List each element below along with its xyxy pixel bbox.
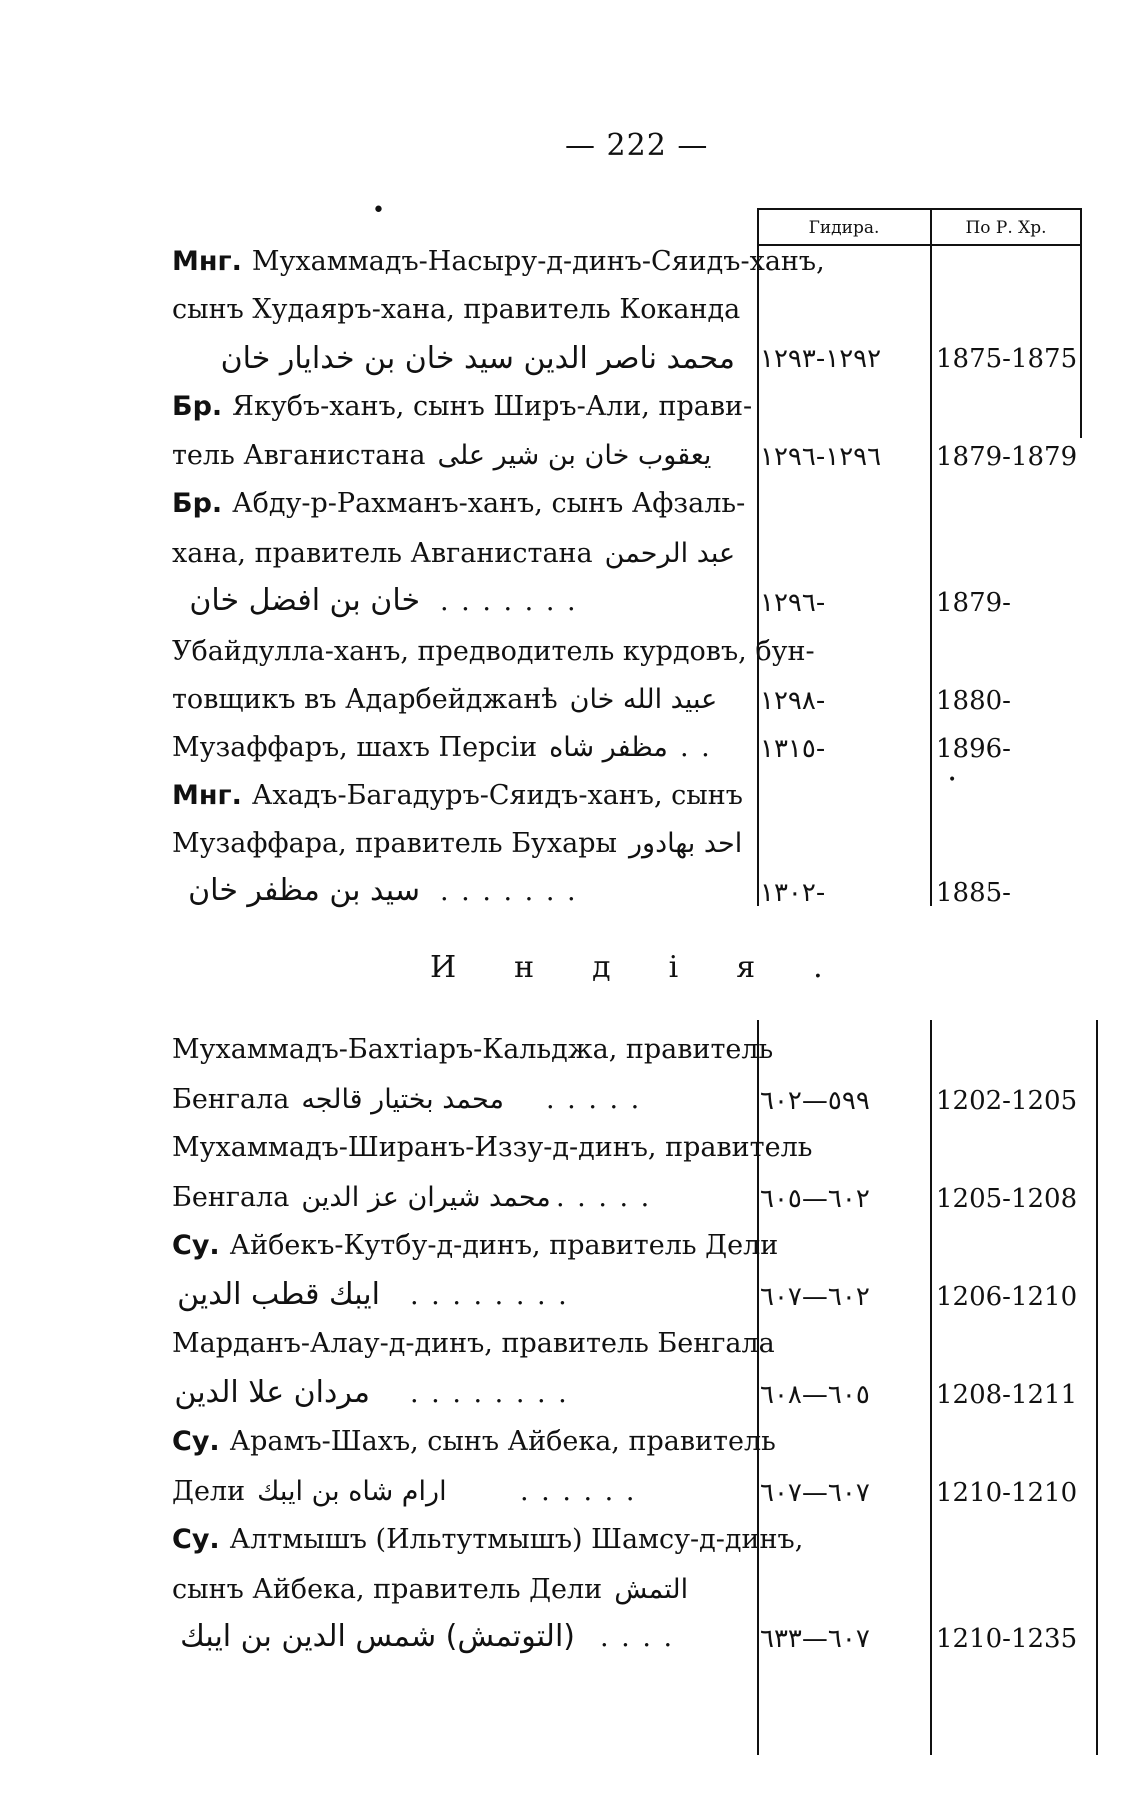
hijra-value: ١٢٩٢-١٢٩٣ (760, 344, 882, 374)
table-rule-mid-1 (930, 208, 932, 906)
entry-text: Дели (172, 1476, 246, 1507)
ce-value: 1896- (936, 734, 1011, 764)
hijra-value: ٦٠٧—٦٠٧ (760, 1478, 870, 1508)
table-rule-left-2 (757, 1020, 759, 1755)
entry-text: Мухаммадъ-Бахтіаръ-Кальджа, правитель (172, 1034, 774, 1065)
entry-line (172, 246, 825, 277)
entry-text: Мухаммадъ-Насыру-д-динъ-Сяидъ-ханъ, (251, 246, 825, 277)
entry-line (172, 1328, 775, 1359)
hijra-value: ٦٠٢—٦٠٧ (760, 1282, 870, 1312)
table-rule-right-2 (1096, 1020, 1098, 1755)
arabic-name: مظفر شاه (549, 732, 668, 763)
entry-text: Марданъ-Алау-д-динъ, правитель Бенгала (172, 1328, 775, 1359)
arabic-name: عبيد الله خان (569, 684, 718, 715)
entry-line (172, 1034, 774, 1065)
ce-value: 1875-1875 (936, 344, 1078, 374)
entry-line (172, 1086, 732, 1113)
arabic-name: خان بن افضل خان (189, 583, 420, 618)
print-mark-dot-2: • (948, 772, 957, 788)
entry-text: Алтмышъ (Ильтутмышъ) Шамсу-д-динъ, (229, 1524, 804, 1555)
print-mark-dot: • (372, 198, 385, 223)
ce-value: 1879-1879 (936, 442, 1078, 472)
arabic-name: محمد شيران عز الدين (301, 1182, 551, 1213)
entry-line (172, 636, 815, 667)
arabic-name: احد بهادور (629, 828, 743, 859)
entry-line (172, 1132, 813, 1163)
entry-line (172, 488, 746, 519)
arabic-name: مردان علا الدين (174, 1375, 370, 1410)
arabic-name: سيد بن مظفر خان (188, 873, 420, 908)
entry-text: Убайдулла-ханъ, предводитель курдовъ, бун- (172, 636, 815, 667)
entry-line (172, 686, 732, 713)
entry-prefix: Мнг. (172, 246, 242, 277)
entry-text: Бенгала (172, 1084, 290, 1115)
entry-text: Музаффара, правитель Бухары (172, 828, 618, 859)
hijra-value: ٦٠٢—٦٠٥ (760, 1184, 870, 1214)
leader-dots: . . . . . . . (440, 586, 578, 617)
section-title: Индія. (430, 950, 881, 985)
arabic-name: عبد الرحمن (604, 538, 736, 569)
entry-line (172, 1576, 732, 1603)
entry-text: Арамъ-Шахъ, сынъ Айбека, правитель (229, 1426, 776, 1457)
header-christian-era: По Р. Хр. (965, 218, 1047, 238)
arabic-name: محمد ناصر الدين سيد خان بن خدايار خان (220, 341, 735, 376)
hijra-value: ١٢٩٦- (760, 588, 826, 618)
leader-dots: . . . . . (556, 1182, 652, 1213)
leader-dots: . . (680, 732, 712, 763)
hijra-value: ٥٩٩—٦٠٢ (760, 1086, 870, 1116)
entry-line (172, 1230, 779, 1261)
table-rule-left-1 (757, 208, 759, 906)
ce-value: 1885- (936, 878, 1011, 908)
entry-line (172, 1478, 732, 1505)
entry-prefix: Су. (172, 1230, 220, 1261)
arabic-name: محمد بختيار قالجه (301, 1084, 504, 1115)
ce-value: 1879- (936, 588, 1011, 618)
table-rule-right-1 (1080, 208, 1082, 438)
entry-text: сынъ Худаяръ-хана, правитель Коканда (172, 294, 741, 325)
ce-value: 1205-1208 (936, 1184, 1078, 1214)
leader-dots: . . . . . (546, 1084, 642, 1115)
entry-prefix: Бр. (172, 391, 223, 422)
entry-line (172, 1426, 776, 1457)
entry-line (172, 1524, 804, 1555)
entry-line (172, 294, 741, 325)
arabic-name: (التوتمش) شمس الدين بن ايبك (180, 1619, 575, 1654)
entry-text: Абду-р-Рахманъ-ханъ, сынъ Афзаль- (232, 488, 746, 519)
leader-dots: . . . . (600, 1622, 675, 1653)
arabic-name: يعقوب خان بن شير على (437, 440, 712, 471)
entry-prefix: Мнг. (172, 780, 242, 811)
ce-value: 1880- (936, 686, 1011, 716)
leader-dots: . . . . . . . (440, 876, 578, 907)
arabic-name: ارام شاه بن ايبك (257, 1476, 447, 1507)
arabic-name: التمش (614, 1574, 689, 1605)
hijra-value: ٦٠٥—٦٠٨ (760, 1380, 870, 1410)
entry-text: Бенгала (172, 1182, 290, 1213)
entry-text: хана, правитель Авганистана (172, 538, 593, 569)
ce-value: 1202-1205 (936, 1086, 1078, 1116)
entry-text: товщикъ въ Адарбейджанѣ (172, 684, 558, 715)
entry-line (172, 780, 743, 811)
arabic-name: ايبك قطب الدين (177, 1277, 380, 1312)
hijra-value: ١٢٩٦-١٢٩٦ (760, 442, 882, 472)
hijra-value: ١٢٩٨- (760, 686, 826, 716)
hijra-value: ١٣١٥- (760, 734, 826, 764)
entry-prefix: Су. (172, 1524, 220, 1555)
entry-text: тель Авганистана (172, 440, 426, 471)
leader-dots: . . . . . . . . (410, 1280, 569, 1311)
table-header-top-rule (757, 208, 1082, 210)
hijra-value: ١٣٠٢- (760, 878, 826, 908)
entry-line (172, 828, 743, 859)
ce-value: 1210-1210 (936, 1478, 1078, 1508)
entry-line (172, 391, 753, 422)
entry-line (172, 538, 736, 569)
ce-value: 1206-1210 (936, 1282, 1078, 1312)
leader-dots: . . . . . . (520, 1476, 637, 1507)
entry-text: Якубъ-ханъ, сынъ Ширъ-Али, прави- (232, 391, 753, 422)
entry-text: Музаффаръ, шахъ Персіи (172, 732, 538, 763)
entry-prefix: Бр. (172, 488, 223, 519)
page-number: — 222 — (565, 128, 709, 163)
entry-line (172, 734, 732, 761)
entry-line (172, 442, 732, 469)
header-hijra: Гидира. (808, 218, 880, 238)
ce-value: 1208-1211 (936, 1380, 1078, 1410)
entry-text: Ахадъ-Багадуръ-Сяидъ-ханъ, сынъ (251, 780, 743, 811)
entry-text: Мухаммадъ-Ширанъ-Иззу-д-динъ, правитель (172, 1132, 813, 1163)
entry-text: сынъ Айбека, правитель Дели (172, 1574, 603, 1605)
entry-prefix: Су. (172, 1426, 220, 1457)
table-rule-mid-2 (930, 1020, 932, 1755)
leader-dots: . . . . . . . . (410, 1378, 569, 1409)
ce-value: 1210-1235 (936, 1624, 1078, 1654)
entry-text: Айбекъ-Кутбу-д-динъ, правитель Дели (229, 1230, 779, 1261)
hijra-value: ٦٠٧—٦٣٣ (760, 1624, 870, 1654)
